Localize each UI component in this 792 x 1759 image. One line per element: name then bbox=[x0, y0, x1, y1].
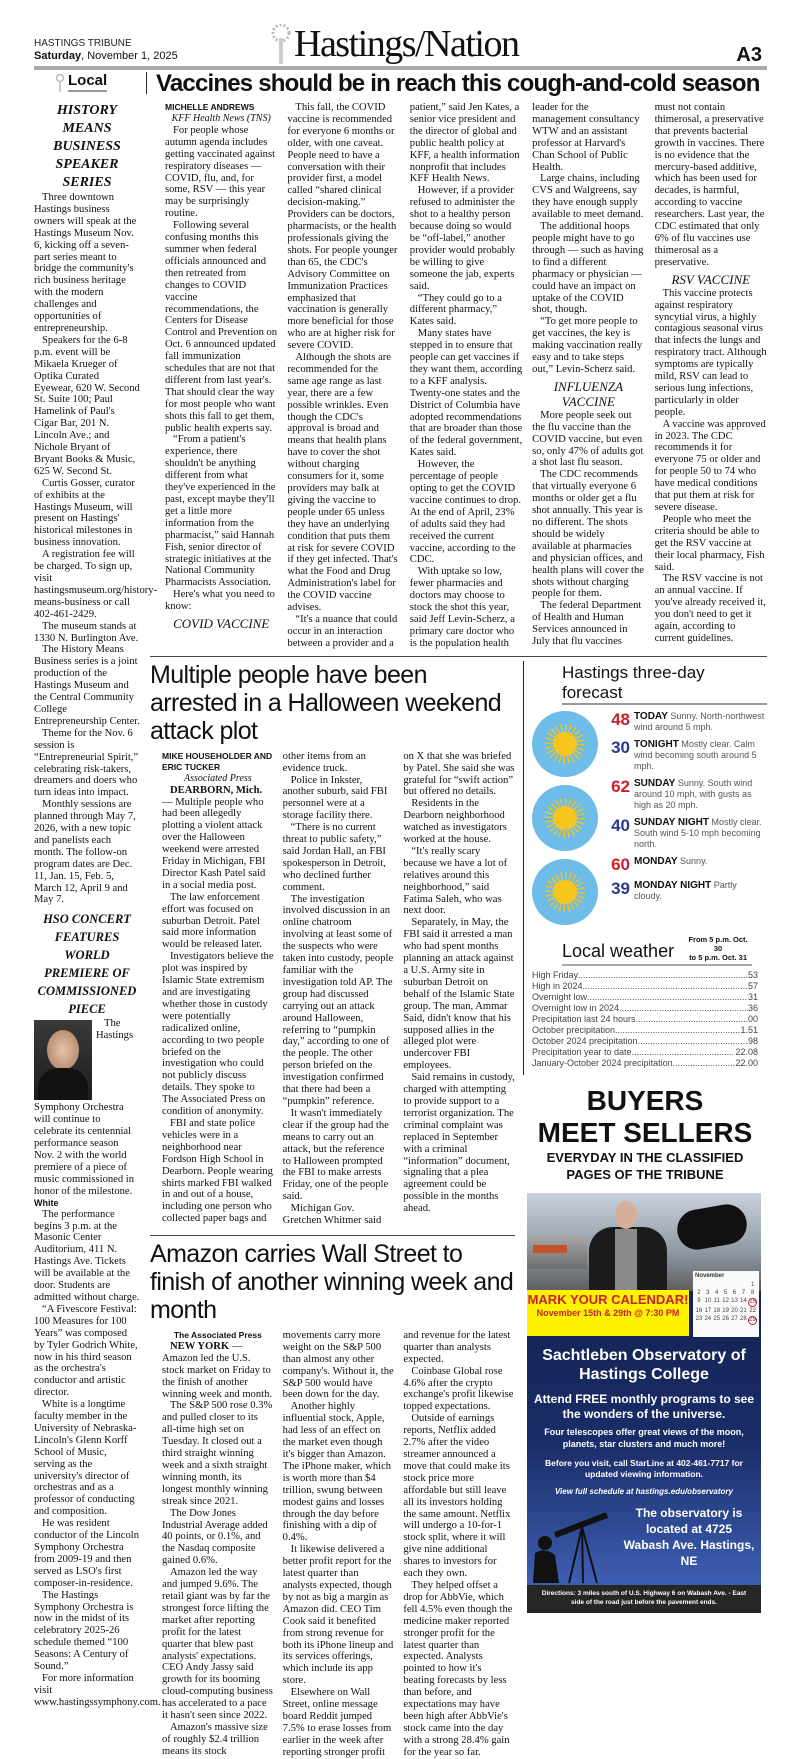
calendar-day: 4 bbox=[715, 1289, 719, 1296]
stat-label: Overnight low bbox=[532, 991, 588, 1002]
paragraph: The S&P 500 rose 0.3% and pulled closer to its all-time high set on Tuesday. It closed out a third straight winning week and a sixth straight winning month, its longest monthly winning streak since 2021. bbox=[162, 1400, 273, 1507]
stat-value: 22.08 bbox=[735, 1046, 758, 1057]
observatory-title: Sachtleben Observatory of Hastings College bbox=[542, 1346, 746, 1383]
sun-icon bbox=[532, 859, 598, 925]
calendar-day: 8 bbox=[750, 1289, 755, 1296]
calendar-day: 15 bbox=[749, 1298, 756, 1305]
telescope-image bbox=[527, 1235, 587, 1269]
calendar-day: 10 bbox=[704, 1297, 712, 1304]
calendar-day: 12 bbox=[722, 1297, 729, 1304]
calendar-day: 14 bbox=[740, 1297, 747, 1304]
calendar-day bbox=[731, 1282, 739, 1289]
calendar-day bbox=[695, 1282, 703, 1289]
banner-title: MARK YOUR CALENDAR! bbox=[527, 1291, 689, 1307]
paragraph: Police in Inkster, another suburb, said FBI personnel were at a storage facility there. bbox=[282, 774, 388, 822]
paragraph: Coinbase Global rose 4.6% after the crypto exchange's profit likewise topped expectations. bbox=[403, 1365, 514, 1413]
paragraph: He was resident conductor of the Lincoln Symphony Orchestra from 2009-19 and then served as LSO's first composer-in-residence. bbox=[34, 1518, 140, 1589]
calendar-day: 6 bbox=[732, 1289, 737, 1296]
paragraph: Outside of earnings reports, Netflix added 2.7% after the video streamer announced a move that could make its stock price more affordable but still leave all its investors holding the same amount. Netflix will undergo a 10-for-1 stock split, where it will give nine additional shares to investors for each they own. bbox=[403, 1413, 511, 1580]
calendar-day: 13 bbox=[731, 1297, 738, 1304]
vaccine-headline: Vaccines should be in reach this cough-and-cold season bbox=[156, 70, 760, 97]
period-line: to 5 p.m. Oct. 31 bbox=[689, 952, 747, 962]
paragraph: A registration fee will be charged. To sign up, visit hastingsmuseum.org/history-means-business or call 402-461-2429. bbox=[34, 549, 158, 620]
news-column bbox=[150, 661, 515, 1759]
weather-stat-row bbox=[532, 1058, 758, 1069]
amazon-article bbox=[150, 1330, 515, 1759]
halloween-headline: Multiple people have been arrested in a Halloween weekend attack plot bbox=[150, 660, 502, 745]
period-line: From 5 p.m. Oct. 30 bbox=[688, 934, 748, 953]
dateline: NEW YORK bbox=[170, 1340, 230, 1352]
weather-stat-row bbox=[532, 1036, 758, 1047]
paragraph: The law enforcement effort was focused on suburban Detroit. Patel said more information would be released later. bbox=[162, 891, 263, 951]
paragraph: More people seek out the flu vaccine than the COVID vaccine, but even so, only 47% of adults got a shot last flu season. bbox=[532, 409, 644, 469]
stat-value: 31 bbox=[747, 991, 758, 1002]
forecast-desc: Mostly clear. South wind 5-10 mph becoming north. bbox=[634, 816, 762, 849]
paragraph: Monthly sessions are planned through May 7, 2026, with a new topic and panelists each month. The follow-on program dates are Dec. 11, Jan. 15, Feb. 5, March 12, April 9 and May 7. bbox=[34, 799, 136, 906]
stat-label: High in 2024 bbox=[532, 980, 583, 991]
paragraph: Michigan Gov. Gretchen Whitmer said on X that she was briefed by Patel. She said she was grateful for “swift action” but offered no details. bbox=[282, 750, 515, 1227]
ad-schedule-link: View full schedule at hastings.edu/observatory bbox=[555, 1486, 733, 1496]
forecast-day: TONIGHT bbox=[634, 738, 679, 750]
paragraph: For people whose autumn agenda includes getting vaccinated against respiratory diseases — COVID, flu, and, for some, RSV — this year may be surprisingly routine. bbox=[165, 124, 276, 220]
divider bbox=[150, 1235, 515, 1236]
calendar-day: 18 bbox=[713, 1307, 721, 1314]
paragraph: People who meet the criteria should be able to get the RSV vaccine at their local pharmacy, Fish said. bbox=[654, 513, 765, 573]
forecast-desc: Mostly clear. Calm wind becoming south around 5 mph. bbox=[634, 738, 757, 771]
calendar-day: 19 bbox=[722, 1307, 729, 1314]
calendar-day: 21 bbox=[740, 1307, 747, 1314]
subhead: INFLUENZA VACCINE bbox=[553, 378, 624, 409]
weather-stat-row bbox=[532, 970, 758, 981]
paragraph: “It's really scary because we have a lot of relatives around this neighborhood,” said Fatima Saleh, who was next door. bbox=[403, 845, 508, 917]
man-image bbox=[585, 1201, 667, 1291]
calendar-month: November bbox=[695, 1272, 725, 1279]
ad-text: Before you visit, call StarLine at 402-461-7717 for updated viewing information. bbox=[545, 1457, 743, 1479]
byline: MIKE HOUSEHOLDER AND ERIC TUCKER bbox=[162, 750, 273, 772]
local-section-label: Local bbox=[68, 72, 107, 92]
windmill-icon bbox=[270, 24, 292, 64]
paragraph: Here's what you need to know: bbox=[165, 589, 275, 613]
stat-value: 57 bbox=[747, 980, 758, 991]
divider bbox=[146, 72, 147, 94]
paragraph: The museum stands at 1330 N. Burlington Ave. bbox=[34, 620, 139, 644]
ad-text: Four telescopes offer great views of the moon, planets, star clusters and much more! bbox=[544, 1426, 744, 1449]
weather-stat-row bbox=[532, 1014, 758, 1025]
paragraph: This fall, the COVID vaccine is recommended for everyone 6 months or older, with one caveat. People need to have a conversation with their provider first, a model called “shared clinical decision-making.” Providers can be doctors, pharmacists, or the health professionals giving the shots. For people younger than 65, the CDC's Advisory Committee on Immunization Practices emphasized that vaccination is generally more beneficial for those who are at higher risk for severe COVID. bbox=[287, 102, 398, 352]
paragraph: A vaccine was approved in 2023. The CDC recommends it for everyone 75 or older and for people 50 to 74 who have medical conditions that put them at risk for severe disease. bbox=[654, 418, 766, 513]
weather-stat-row bbox=[532, 1047, 758, 1058]
paragraph: Another highly influential stock, Apple, had less of an effect on the market even though it's bigger than Amazon. The iPhone maker, which is worth more than $4 trillion, swung between modest gains and losses through the day before finishing with a dip of 0.4%. bbox=[282, 1401, 392, 1544]
weather-forecast bbox=[523, 661, 767, 1075]
calendar-day: 29 bbox=[749, 1316, 756, 1323]
forecast-desc: Sunny. bbox=[680, 855, 708, 866]
paragraph: — Multiple people who had been allegedly plotting a violent attack over the Halloween weekend were arrested Friday in Michigan, FBI Director Kash Patel said in a social media post. bbox=[162, 796, 266, 891]
calendar-icon bbox=[693, 1271, 759, 1337]
paragraph: Elsewhere on Wall Street, online message board Reddit jumped 7.5% to erase losses from earlier in the week after reporting stronger profit and revenue for the latest quarter than analysts expected. bbox=[282, 1329, 511, 1758]
paragraph: Investigators believe the plot was inspired by Islamic State extremism and are investigating whether those in custody were potentially radicalized online, according to two people briefed on the investigation who could not publicly discuss details. They spoke to The Associated Press on condition of anonymity. bbox=[162, 951, 274, 1118]
paragraph: Said remains in custody, charged with attempting to provide support to a terrorist organization. The criminal complaint was replaced in September with a criminal “information” document, signaling that a plea agreement could be possible in the months ahead. bbox=[403, 1072, 515, 1215]
stat-label: Precipitation last 24 hours bbox=[532, 1013, 636, 1024]
stat-label: January-October 2024 precipitation bbox=[532, 1057, 673, 1068]
forecast-period bbox=[606, 778, 767, 811]
calendar-day: 9 bbox=[697, 1297, 701, 1304]
paragraph: “From a patient's experience, there shouldn't be anything different from what they've experienced in the past, except maybe they'll get a little more information from the pharmacist,” said Hannah Fish, senior director of strategic initiatives at the National Community Pharmacists Association. bbox=[165, 434, 276, 589]
byline: The Associated Press bbox=[173, 1329, 262, 1340]
calendar-day: 2 bbox=[697, 1289, 701, 1296]
dateline: DEARBORN, Mich. bbox=[170, 784, 263, 796]
stat-label: Overnight low in 2024 bbox=[532, 1002, 620, 1013]
calendar-day: 24 bbox=[704, 1315, 712, 1322]
paragraph: The RSV vaccine is not an annual vaccine. If you've already received it, you don't need to get it again, according to current guidelines. bbox=[654, 573, 766, 644]
paragraph: Although the shots are recommended for the same age range as last year, there are a few possible wrinkles. Even though the CDC's approval is broad and means that health plans have to cover the shot without charging consumers for it, some providers may balk at giving the vaccine to people under 65 unless they have an underlying condition that puts them at risk for severe COVID if they get infected. That's what the Food and Drug Administration's label for the COVID vaccine advises. bbox=[287, 352, 398, 614]
paragraph: It wasn't immediately clear if the group had the means to carry out an attack, but the reference to Halloween prompted the FBI to make arrests Friday, one of the people said. bbox=[282, 1107, 389, 1203]
stat-value: .00 bbox=[745, 1013, 758, 1024]
forecast-temp: 40 bbox=[611, 815, 630, 835]
issue-date bbox=[34, 50, 178, 62]
paragraph: The federal Department of Health and Human Services announced in July that flu vaccines must not contain thimerosal, a preservative that prevents bacterial growth in vaccines. There is no evidence that the mercury-based additive, which has been used for decades, is harmful, according to vaccine researchers. Last year, the CDC estimated that only 6% of flu vaccines use thimerosal as a preservative. bbox=[532, 102, 765, 648]
forecast-desc: Sunny. North-northwest wind around 5 mph. bbox=[634, 710, 765, 732]
paragraph: Following several confusing months this summer when federal officials announced and then retreated from changes to COVID vaccine recommendations, the Centers for Disease Control and Prevention on Oct. 6 announced updated fall immunization schedules that are not that different from last year's. That should clear the way for most people who want shots this fall to get them, public health experts say. bbox=[165, 220, 278, 434]
paragraph: The performance begins 3 p.m. at the Masonic Center Auditorium, 411 N. Hastings Ave. Tickets will be available at the door. Students are admitted without charge. bbox=[34, 1208, 140, 1303]
forecast-day: SUNDAY NIGHT bbox=[634, 816, 710, 828]
calendar-day: 3 bbox=[706, 1289, 710, 1296]
ad-line: EVERYDAY IN THE CLASSIFIED bbox=[546, 1149, 744, 1165]
amazon-headline: Amazon carries Wall Street to finish of another winning week and month bbox=[150, 1239, 514, 1324]
calendar-day: 25 bbox=[713, 1315, 721, 1322]
calendar-day: 17 bbox=[704, 1307, 712, 1314]
paragraph: Amazon's massive size of roughly $2.4 trillion means its stock movements carry more weight on the S&P 500 than almost any other company's. Without it, the S&P 500 would have been down for the day. bbox=[162, 1329, 394, 1757]
agency: Associated Press bbox=[183, 772, 252, 784]
calendar-day: 23 bbox=[695, 1315, 703, 1322]
calendar-day bbox=[722, 1282, 730, 1289]
paragraph: Residents in the Dearborn neighborhood watched as investigators worked at the house. bbox=[403, 798, 507, 846]
calendar-day bbox=[739, 1282, 747, 1289]
forecast-period bbox=[606, 880, 767, 902]
forecast-period bbox=[606, 817, 767, 850]
local-weather-period bbox=[684, 935, 752, 962]
subhead: RSV VACCINE bbox=[671, 271, 751, 287]
forecast-day: MONDAY NIGHT bbox=[634, 879, 712, 891]
classified-ad bbox=[523, 1085, 767, 1183]
stat-value: 36 bbox=[747, 1002, 758, 1013]
paragraph: The History Means Business series is a joint production of the Hastings Museum and the Central Community College Entrepreneurship Center. bbox=[34, 644, 140, 727]
weather-stat-row bbox=[532, 992, 758, 1003]
stat-value: .98 bbox=[745, 1035, 758, 1046]
sun-icon bbox=[532, 785, 598, 851]
paragraph: For more information visit www.hastingssymphony.com. bbox=[34, 1672, 161, 1708]
paragraph: Three downtown Hastings business owners will speak at the Hastings Museum Nov. 6, kicking off a seven-part series meant to bridge the community's rich business heritage with the modern challenges and opportunities of entrepreneurship. bbox=[34, 192, 137, 334]
forecast-temp: 39 bbox=[611, 878, 630, 898]
paragraph: This vaccine protects against respiratory syncytial virus, a highly contagious seasonal virus that infects the lungs and respiratory tract. Although symptoms are typically mild, RSV can lead to serious lung infections, particularly in older people. bbox=[654, 287, 767, 418]
calendar-day: 11 bbox=[713, 1297, 720, 1304]
stat-label: October precipitation bbox=[532, 1024, 616, 1035]
forecast-temp: 60 bbox=[611, 854, 630, 874]
ad-text: Attend FREE monthly programs to see the wonders of the universe. bbox=[533, 1391, 755, 1421]
paragraph: Curtis Gosser, curator of exhibits at the Hastings Museum, will present on Hastings' historical milestones in business innovation. bbox=[34, 477, 135, 549]
ad-directions: Directions: 3 miles south of U.S. Highway 6 on Wabash Ave. - East side of the road just before the pavement ends. bbox=[541, 1589, 747, 1606]
right-column bbox=[523, 661, 767, 1759]
paragraph: The Hastings Symphony Orchestra is now in the midst of its celebratory 2025-26 schedule themed “100 Seasons: A Century of Sound.” bbox=[34, 1589, 134, 1673]
forecast-day: MONDAY bbox=[634, 855, 678, 867]
forecast-period bbox=[606, 739, 767, 772]
brief-headline: HSO CONCERT FEATURES WORLD PREMIERE OF COMMISSIONED PIECE bbox=[37, 912, 137, 1017]
paragraph: “It's a nuance that could occur in an interaction between a provider and a patient,” said Jen Kates, a senior vice president and the director of global and public health policy at KFF, a health information nonprofit that includes KFF Health News. bbox=[287, 102, 520, 649]
paragraph: However, if a provider refused to administer the shot to a healthy person because doing so would be “off-label,” another provider would probably be willing to give someone the jab, experts said. bbox=[409, 185, 516, 292]
stat-value: 1.51 bbox=[740, 1024, 758, 1035]
stat-label: Precipitation year to date bbox=[532, 1046, 632, 1057]
local-weather-title: Local weather bbox=[562, 940, 675, 961]
paragraph: However, the percentage of people opting to get the COVID vaccine continues to drop. At the end of April, 23% of adults said they had received the current vaccine, according to the CDC. bbox=[409, 459, 521, 566]
calendar-day: 28 bbox=[740, 1315, 747, 1322]
paragraph: “A Fivescore Festival: 100 Measures for 100 Years” was composed by Tyler Godrich White, now in his third season as the orchestra's conductor and artistic director. bbox=[34, 1303, 138, 1399]
forecast-period bbox=[606, 711, 767, 733]
stat-value: 53 bbox=[747, 969, 758, 980]
windmill-icon bbox=[54, 74, 66, 92]
forecast-day: TODAY bbox=[634, 710, 668, 722]
brief-headline: HISTORY MEANS BUSINESS SPEAKER SERIES bbox=[53, 103, 121, 190]
weather-stat-row bbox=[532, 981, 758, 992]
paragraph: Amazon led the way and jumped 9.6%. The retail giant was by far the strongest force lifting the market after reporting profit for the latest quarter that blew past analysts' expectations. CEO Andy Jassy said growth for its booming cloud-computing business has accelerated to a pace it hasn't seen since 2022. bbox=[162, 1567, 273, 1722]
issue-day: Saturday bbox=[34, 50, 82, 62]
calendar-day: 1 bbox=[750, 1281, 755, 1288]
paragraph: The Hastings Symphony Orchestra will continue to celebrate its centennial performance season Nov. 2 with the world premiere of a piece of music commissioned in honor of the milestone. bbox=[34, 1018, 135, 1197]
local-weather-table bbox=[532, 970, 758, 1069]
calendar-day: 20 bbox=[731, 1307, 738, 1314]
paragraph: — Amazon led the U.S. stock market on Friday to the finish of another winning week and month. bbox=[162, 1340, 273, 1400]
calendar-day: 26 bbox=[722, 1315, 729, 1322]
ad-line: MEET SELLERS bbox=[537, 1116, 753, 1148]
calendar-day: 16 bbox=[695, 1307, 703, 1314]
paragraph: Speakers for the 6-8 p.m. event will be Mikaela Krueger of Optika Curated Eyewear, 620 W. Second St. Suite 100; Paul Hamelink of Paul's Cigar Bar, 201 N. Lincoln Ave.; and Nichole Bryant of Bryant Books & Music, 625 W. Second St. bbox=[34, 334, 140, 477]
paragraph: “To get more people to get vaccines, the key is making vaccination really easy and to take steps out,” Levin-Scherz said. bbox=[532, 316, 643, 375]
weather-stat-row bbox=[532, 1003, 758, 1014]
section-title: Hastings/Nation bbox=[294, 23, 519, 65]
halloween-article bbox=[150, 751, 515, 1227]
forecast-temp: 48 bbox=[611, 709, 630, 729]
calendar-day: 22 bbox=[749, 1307, 756, 1314]
lower-section bbox=[150, 656, 767, 1759]
paragraph: The investigation involved discussion in an online chatroom involving at least some of the suspects who were taken into custody, people familiar with the investigation told AP. The group had discussed carrying out an attack around Halloween, referring to “pumpkin day,” according to one of the people. The other person briefed on the investigation confirmed that there had been a “pumpkin” reference. bbox=[282, 893, 394, 1107]
forecast-desc: Sunny. South wind around 10 mph, with gusts as high as 20 mph. bbox=[634, 777, 753, 810]
newspaper-name: HASTINGS TRIBUNE bbox=[34, 38, 132, 49]
observatory-ad bbox=[527, 1193, 761, 1613]
forecast-temp: 30 bbox=[611, 737, 630, 757]
calendar-day: 27 bbox=[731, 1315, 738, 1322]
telescope-image bbox=[674, 1201, 750, 1253]
conductor-photo bbox=[34, 1020, 92, 1100]
paragraph: They helped offset a drop for AbbVie, which fell 4.5% even though the medicine maker reported stronger profit for the latest quarter than expected. Analysts pointed to how it's beating forecasts by less than before, and expectations may have been high after AbbVie's stock came into the day with a strong 28.4% gain for the year so far. bbox=[403, 1579, 513, 1758]
forecast-day: SUNDAY bbox=[634, 777, 676, 789]
stargazer-silhouette-icon bbox=[527, 1513, 617, 1585]
forecast-desc: Partly cloudy. bbox=[634, 879, 737, 901]
paragraph: Theme for the Nov. 6 session is “Entrepreneurial Spirit,” celebrating risk-takers, dreamers and doers who turn ideas into impact. bbox=[34, 727, 139, 799]
calendar-day bbox=[713, 1282, 721, 1289]
paragraph: With uptake so low, fewer pharmacies and doctors may choose to stock the shot this year, said Jeff Levin-Scherz, a primary care doctor who is the population health leader for the management consultancy WTW and an assistant professor at Harvard's Chan School of Public Health. bbox=[409, 102, 640, 649]
stat-label: October 2024 precipitation bbox=[532, 1035, 638, 1046]
ad-location: The observatory is located at 4725 Wabash Ave. Hastings, NE bbox=[623, 1505, 755, 1568]
paragraph: The CDC recommends that virtually everyone 6 months or older get a flu shot annually. This year is no different. The shots should be widely available at pharmacies and physician offices, and health plans will cover the shots without charging people for them. bbox=[532, 469, 644, 600]
paragraph: “They could go to a different pharmacy,” Kates said. bbox=[409, 292, 502, 328]
ad-line: BUYERS bbox=[586, 1084, 704, 1116]
main-content bbox=[150, 102, 767, 1759]
vaccine-article bbox=[150, 102, 767, 650]
calendar-day: 7 bbox=[741, 1289, 746, 1296]
paragraph: It likewise delivered a better profit report for the latest quarter than analysts expected, though by not as big a margin as Amazon did. CEO Tim Cook said it benefited from strong revenue for both its iPhone lineup and its services offerings, which include its app store. bbox=[282, 1544, 394, 1687]
ad-line: PAGES OF THE TRIBUNE bbox=[566, 1166, 724, 1182]
issue-date-text: , November 1, 2025 bbox=[81, 50, 178, 62]
subhead: COVID VACCINE bbox=[173, 616, 270, 632]
agency: KFF Health News (TNS) bbox=[171, 113, 271, 124]
paragraph: FBI and state police vehicles were in a neighborhood near Fordson High School in Dearborn. People wearing shirts marked FBI walked in and out of a house, including one person who collected paper bags and other items from an evidence truck. bbox=[162, 750, 366, 1225]
banner-dates: November 15th & 29th @ 7:30 PM bbox=[536, 1307, 680, 1318]
byline: MICHELLE ANDREWS bbox=[165, 102, 255, 112]
paragraph: Separately, in May, the FBI said it arrested a man who had spent months planning an attack against a U.S. Army site in suburban Detroit on behalf of the Islamic State group. The man, Ammar Said, didn't know that his supposed allies in the alleged plot were undercover FBI employees. bbox=[403, 917, 515, 1072]
stat-value: 22.00 bbox=[735, 1057, 758, 1068]
calendar-day: 5 bbox=[723, 1289, 728, 1296]
paragraph: Many states have stepped in to ensure that people can get vaccines if they want them, according to a KFF analysis. Twenty-one states and the District of Columbia have adopted recommendations that are broader than those of the federal government, Kates said. bbox=[409, 328, 523, 459]
paragraph: The Dow Jones Industrial Average added 40 points, or 0.1%, and the Nasdaq composite gained 0.6%. bbox=[162, 1507, 268, 1567]
local-briefs-sidebar bbox=[34, 102, 161, 1709]
forecast-period bbox=[606, 856, 767, 874]
mark-calendar-banner bbox=[527, 1290, 689, 1336]
sun-icon bbox=[532, 711, 598, 777]
paragraph: The additional hoops people might have to go through — such as having to find a different pharmacy or physician — could have an impact on uptake of the COVID shot, though. bbox=[532, 221, 644, 316]
calendar-day bbox=[704, 1282, 712, 1289]
paragraph: “There is no current threat to public safety,” said Jordan Hall, an FBI spokesperson in Detroit, who declined further comment. bbox=[282, 822, 386, 893]
forecast-temp: 62 bbox=[611, 776, 630, 796]
stat-label: High Friday bbox=[532, 969, 579, 980]
weather-stat-row bbox=[532, 1025, 758, 1036]
paragraph: White is a longtime faculty member in the University of Nebraska-Lincoln's Glenn Korff School of Music, serving as the university's director of orchestras and as a professor of conducting and composition. bbox=[34, 1399, 137, 1518]
photo-caption: White bbox=[34, 1197, 59, 1208]
grass-silhouette bbox=[527, 1585, 761, 1613]
page-number: A3 bbox=[736, 44, 762, 66]
paragraph: Large chains, including CVS and Walgreens, say they have enough supply available to meet demand. bbox=[532, 173, 644, 221]
forecast-title: Hastings three-day forecast bbox=[562, 663, 767, 705]
